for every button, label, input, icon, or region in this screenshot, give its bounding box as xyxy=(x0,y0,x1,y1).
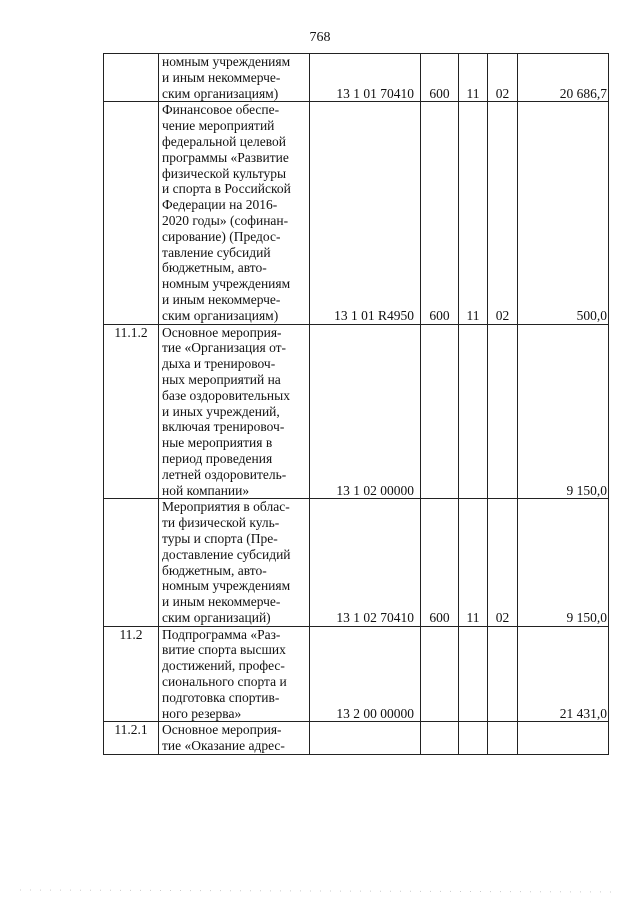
row-name-line: достижений, профес- xyxy=(162,658,285,674)
row-rz-cell xyxy=(459,324,488,499)
row-vr-cell: 600 xyxy=(421,102,459,324)
row-name-line: 2020 годы» (софинан- xyxy=(162,212,289,228)
row-name-line: ных мероприятий на xyxy=(162,371,281,387)
row-name-cell xyxy=(159,102,310,324)
row-number-cell xyxy=(104,54,159,102)
row-sum-cell xyxy=(518,722,609,755)
row-sum-cell: 9 150,0 xyxy=(518,499,609,626)
row-name-line: и иным некоммерче- xyxy=(162,594,281,610)
row-name-line: летней оздоровитель- xyxy=(162,466,287,482)
row-name-line: Федерации на 2016- xyxy=(162,197,278,213)
row-name-line: чение мероприятий xyxy=(162,118,275,134)
row-sum-cell: 21 431,0 xyxy=(518,626,609,722)
row-name-line: и иным некоммерче- xyxy=(162,291,281,307)
table-row xyxy=(104,499,609,626)
row-pr-cell xyxy=(488,324,518,499)
row-sum-cell: 500,0 xyxy=(518,102,609,324)
row-vr-cell xyxy=(421,626,459,722)
row-pr-cell xyxy=(488,722,518,755)
row-pr-cell: 02 xyxy=(488,54,518,102)
budget-table xyxy=(103,53,609,755)
row-rz-cell xyxy=(459,626,488,722)
row-name-line: Основное мероприя- xyxy=(162,722,282,738)
row-name-line: ским организаций) xyxy=(162,609,271,625)
row-rz-cell: 11 xyxy=(459,54,488,102)
row-name-line: тавление субсидий xyxy=(162,244,271,260)
row-code-cell: 13 2 00 00000 xyxy=(310,626,421,722)
row-vr-cell xyxy=(421,324,459,499)
row-name-line: и иным некоммерче- xyxy=(162,69,281,85)
row-name-line: включая тренировоч- xyxy=(162,419,285,435)
row-name-line: ти физической куль- xyxy=(162,515,280,531)
row-name-line: витие спорта высших xyxy=(162,642,286,658)
row-name-line: дыха и тренировоч- xyxy=(162,356,276,372)
row-name-line: номным учреждениям xyxy=(162,276,291,292)
row-name-line: подготовка спортив- xyxy=(162,689,280,705)
row-name-line: ским организациям) xyxy=(162,307,279,323)
row-code-cell: 13 1 01 R4950 xyxy=(310,102,421,324)
row-vr-cell xyxy=(421,722,459,755)
row-name-line: Финансовое обеспе- xyxy=(162,102,280,118)
page-number: 768 xyxy=(309,30,331,45)
row-name-line: бюджетным, авто- xyxy=(162,260,267,276)
row-name-line: Мероприятия в облас- xyxy=(162,499,290,515)
row-name-cell xyxy=(159,324,310,499)
row-name-line: ного резерва» xyxy=(162,705,242,721)
row-name-line: федеральной целевой xyxy=(162,133,286,149)
row-rz-cell: 11 xyxy=(459,102,488,324)
row-code-cell: 13 1 02 70410 xyxy=(310,499,421,626)
table-row xyxy=(104,626,609,722)
row-name-line: туры и спорта (Пре- xyxy=(162,530,278,546)
row-vr-cell: 600 xyxy=(421,54,459,102)
row-pr-cell: 02 xyxy=(488,499,518,626)
row-pr-cell: 02 xyxy=(488,102,518,324)
row-code-cell: 13 1 02 00000 xyxy=(310,324,421,499)
row-name-line: Подпрограмма «Раз- xyxy=(162,626,281,642)
row-name-line: ные мероприятия в xyxy=(162,435,273,451)
row-name-line: ной компании» xyxy=(162,482,250,498)
row-name-line: базе оздоровительных xyxy=(162,387,290,403)
row-name-line: физической культуры xyxy=(162,165,287,181)
row-vr-cell: 600 xyxy=(421,499,459,626)
row-name-cell xyxy=(159,722,310,755)
row-name-line: Основное мероприя- xyxy=(162,324,282,340)
row-name-cell xyxy=(159,54,310,102)
row-number-cell xyxy=(104,499,159,626)
row-name-cell xyxy=(159,626,310,722)
scan-noise xyxy=(0,880,640,900)
row-number-cell xyxy=(104,102,159,324)
row-code-cell: 13 1 01 70410 xyxy=(310,54,421,102)
row-sum-cell: 9 150,0 xyxy=(518,324,609,499)
row-name-line: сионального спорта и xyxy=(162,674,287,690)
row-name-line: и иных учреждений, xyxy=(162,403,280,419)
row-number-cell: 11.2.1 xyxy=(104,722,159,755)
row-rz-cell: 11 xyxy=(459,499,488,626)
table-row xyxy=(104,324,609,499)
row-code-cell xyxy=(310,722,421,755)
row-name-line: период проведения xyxy=(162,450,273,466)
table-row xyxy=(104,722,609,755)
row-name-line: номным учреждениям xyxy=(162,578,291,594)
row-name-line: доставление субсидий xyxy=(162,546,291,562)
budget-table-body xyxy=(104,54,609,755)
row-name-line: бюджетным, авто- xyxy=(162,562,267,578)
row-pr-cell xyxy=(488,626,518,722)
row-name-line: номным учреждениям xyxy=(162,54,291,69)
row-name-line: программы «Развитие xyxy=(162,149,289,165)
row-name-line: и спорта в Российской xyxy=(162,181,291,197)
row-number-cell: 11.1.2 xyxy=(104,324,159,499)
row-name-line: тие «Организация от- xyxy=(162,340,287,356)
row-name-cell xyxy=(159,499,310,626)
row-name-line: тие «Оказание адрес- xyxy=(162,738,285,754)
table-row xyxy=(104,102,609,324)
row-name-line: сирование) (Предос- xyxy=(162,228,281,244)
row-number-cell: 11.2 xyxy=(104,626,159,722)
row-rz-cell xyxy=(459,722,488,755)
table-row xyxy=(104,54,609,102)
row-sum-cell: 20 686,7 xyxy=(518,54,609,102)
row-name-line: ским организациям) xyxy=(162,85,279,101)
